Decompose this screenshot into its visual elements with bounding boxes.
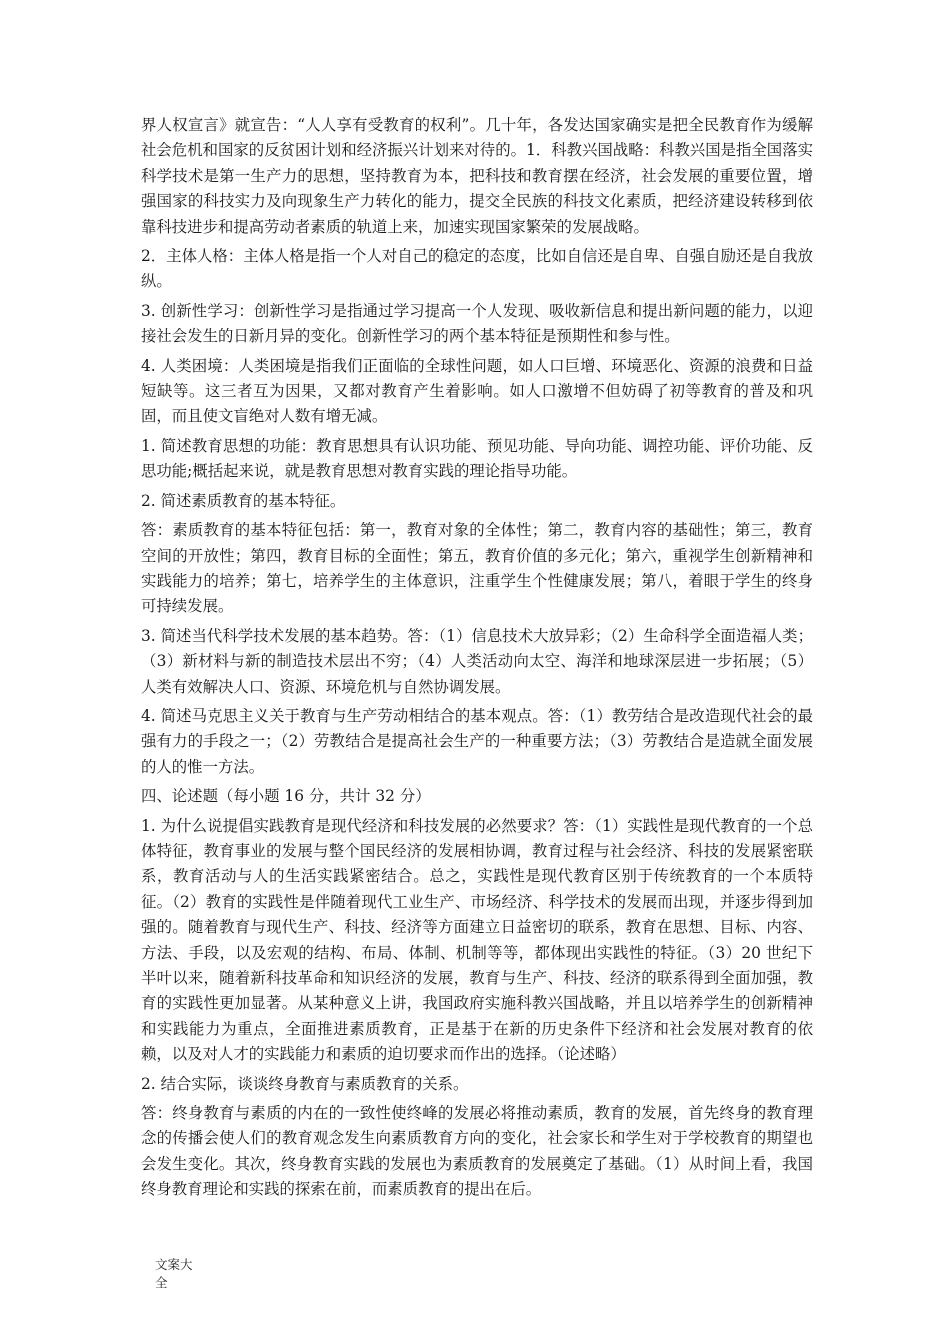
page-footer: 文案大全	[155, 1257, 193, 1290]
paragraph-3: 3. 创新性学习：创新性学习是指通过学习提高一个人发现、吸收新信息和提出新问题的能力，以迎接社会发生的日新月异的变化。创新性学习的两个基本特征是预期性和参与性。	[141, 301, 813, 346]
paragraph-7: 答：素质教育的基本特征包括：第一，教育对象的全体性；第二，教育内容的基础性；第三，教育空间的开放性；第四，教育目标的全面性；第五，教育价值的多元化；第六，重视学生创新精神和实践能力的培养；第七，培养学生的主体意识，注重学生个性健康发展；第八，着眼于学生的终身可持续发展。	[141, 521, 813, 616]
paragraph-13: 答：终身教育与素质的内在的一致性使终峰的发展必将推动素质，教育的发展，首先终身的教育理念的传播会使人们的教育观念发生向素质教育方向的变化，社会家长和学生对于学校教育的期望也会发生变化。其次，终身教育实践的发展也为素质教育的发展奠定了基础。（1）从时间上看，我国终身教育理论和实践的探索在前，而素质教育的提出在后。	[141, 1104, 813, 1199]
paragraph-9: 4. 简述马克思主义关于教育与生产劳动相结合的基本观点。答：（1）教劳结合是改造现代社会的最强有力的手段之一；（2）劳教结合是提高社会生产的一种重要方法；（3）劳教结合是造就全面发展的人的惟一方法。	[141, 706, 813, 776]
document-body	[141, 113, 813, 1207]
paragraph-11: 1. 为什么说提倡实践教育是现代经济和科技发展的必然要求？答：（1）实践性是现代教育的一个总体特征，教育事业的发展与整个国民经济的发展相协调，教育过程与社会经济、科技的发展紧密联系，教育活动与人的生活实践紧密结合。总之，实践性是现代教育区别于传统教育的一个本质特征。（2）教育的实践性是伴随着现代工业生产、市场经济、科学技术的发展而出现，并逐步得到加强的。随着教育与现代生产、科技、经济等方面建立日益密切的联系，教育在思想、目标、内容、方法、手段，以及宏观的结构、布局、体制、机制等等，都体现出实践性的特征。（3）20 世纪下半叶以来，随着新科技革命和知识经济的发展，教育与生产、科技、经济的联系得到全面加强，教育的实践性更加显著。从某种意义上讲，我国政府实施科教兴国战略，并且以培养学生的创新精神和实践能力为重点，全面推进素质教育，正是基于在新的历史条件下经济和社会发展对教育的依赖，以及对人才的实践能力和素质的迫切要求而作出的选择。（论述略）	[141, 816, 813, 1064]
paragraph-12: 2. 结合实际，谈谈终身教育与素质教育的关系。	[141, 1074, 469, 1093]
paragraph-8: 3. 简述当代科学技术发展的基本趋势。答：（1）信息技术大放异彩；（2）生命科学全面造福人类；（3）新材料与新的制造技术层出不穷；（4）人类活动向太空、海洋和地球深层进一步拓展；（5）人类有效解决人口、资源、环境危机与自然协调发展。	[141, 626, 813, 696]
section-heading: 四、论述题（每小题 16 分，共计 32 分）	[141, 787, 431, 806]
paragraph-6: 2. 简述素质教育的基本特征。	[141, 491, 346, 510]
paragraph-5: 1. 简述教育思想的功能：教育思想具有认识功能、预见功能、导向功能、调控功能、评价功能、反思功能;概括起来说，就是教育思想对教育实践的理论指导功能。	[141, 436, 813, 481]
paragraph-2: 2．主体人格：主体人格是指一个人对自己的稳定的态度，比如自信还是自卑、自强自励还是自我放纵。	[141, 247, 813, 291]
paragraph-4: 4. 人类困境：人类困境是指我们正面临的全球性问题，如人口巨增、环境恶化、资源的浪费和日益短缺等。这三者互为因果，又都对教育产生着影响。如人口激增不但妨碍了初等教育的普及和巩固，而且使文盲绝对人数有增无减。	[141, 356, 813, 426]
paragraph-1: 界人权宣言》就宣告：“人人享有受教育的权利”。几十年，各发达国家确实是把全民教育作为缓解社会危机和国家的反贫困计划和经济振兴计划来对待的。1．科教兴国战略：科教兴国是指全国落实科学技术是第一生产力的思想，坚持教育为本，把科技和教育摆在经济，社会发展的重要位置，增强国家的科技实力及向现象生产力转化的能力，提交全民族的科技文化素质，把经济建设转移到依靠科技进步和提高劳动者素质的轨道上来，加速实现国家繁荣的发展战略。	[141, 116, 813, 236]
